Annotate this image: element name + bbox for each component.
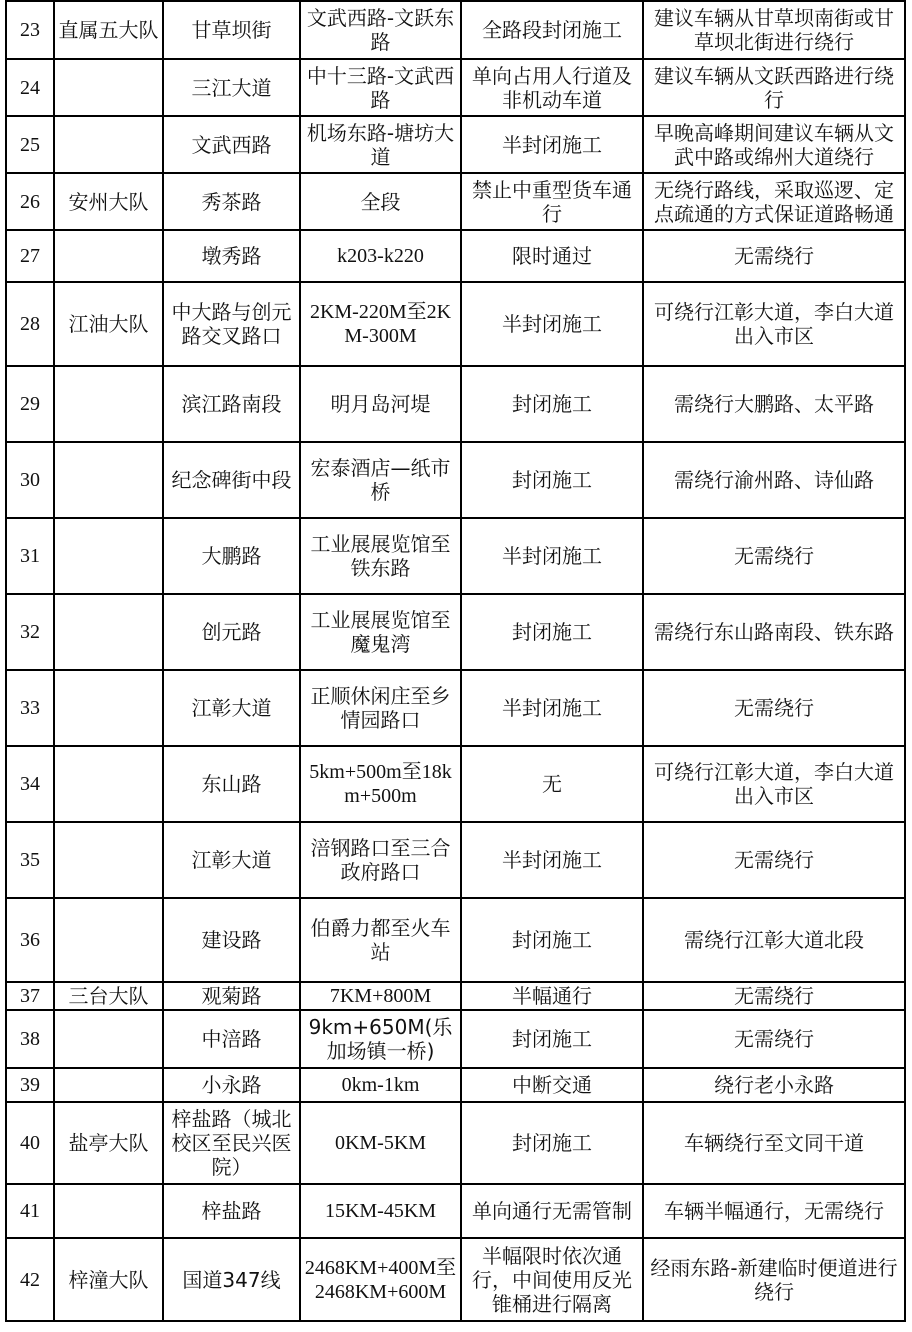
road-cell: 三江大道 bbox=[163, 59, 300, 116]
road-cell: 建设路 bbox=[163, 898, 300, 982]
table-row bbox=[6, 442, 905, 518]
unit-cell bbox=[54, 746, 163, 822]
table-row bbox=[6, 746, 905, 822]
detour-cell: 无需绕行 bbox=[643, 230, 905, 282]
row-number: 25 bbox=[6, 116, 54, 173]
row-number: 32 bbox=[6, 594, 54, 670]
detour-cell: 经雨东路-新建临时便道进行绕行 bbox=[643, 1238, 905, 1321]
control-cell: 半封闭施工 bbox=[461, 116, 643, 173]
road-cell: 大鹏路 bbox=[163, 518, 300, 594]
road-construction-table bbox=[5, 0, 906, 1322]
table-row bbox=[6, 898, 905, 982]
control-cell: 禁止中重型货车通行 bbox=[461, 173, 643, 230]
table-row bbox=[6, 230, 905, 282]
control-cell: 封闭施工 bbox=[461, 1102, 643, 1184]
unit-cell: 直属五大队 bbox=[54, 1, 163, 59]
unit-cell bbox=[54, 1184, 163, 1238]
table-row bbox=[6, 59, 905, 116]
detour-cell: 需绕行大鹏路、太平路 bbox=[643, 366, 905, 442]
unit-cell bbox=[54, 670, 163, 746]
table-row bbox=[6, 1184, 905, 1238]
row-number: 41 bbox=[6, 1184, 54, 1238]
section-cell: 0KM-5KM bbox=[300, 1102, 461, 1184]
table-row bbox=[6, 518, 905, 594]
detour-cell: 建议车辆从甘草坝南街或甘草坝北街进行绕行 bbox=[643, 1, 905, 59]
unit-cell: 盐亭大队 bbox=[54, 1102, 163, 1184]
unit-cell: 安州大队 bbox=[54, 173, 163, 230]
unit-cell: 三台大队 bbox=[54, 982, 163, 1010]
detour-cell: 无绕行路线，采取巡逻、定点疏通的方式保证道路畅通 bbox=[643, 173, 905, 230]
control-cell: 封闭施工 bbox=[461, 366, 643, 442]
control-cell: 封闭施工 bbox=[461, 594, 643, 670]
row-number: 30 bbox=[6, 442, 54, 518]
unit-cell bbox=[54, 822, 163, 898]
road-cell: 甘草坝街 bbox=[163, 1, 300, 59]
road-cell: 滨江路南段 bbox=[163, 366, 300, 442]
table-row bbox=[6, 173, 905, 230]
table-row bbox=[6, 1010, 905, 1068]
row-number: 34 bbox=[6, 746, 54, 822]
row-number: 37 bbox=[6, 982, 54, 1010]
section-cell: 正顺休闲庄至乡情园路口 bbox=[300, 670, 461, 746]
table-row bbox=[6, 982, 905, 1010]
row-number: 36 bbox=[6, 898, 54, 982]
row-number: 27 bbox=[6, 230, 54, 282]
row-number: 23 bbox=[6, 1, 54, 59]
section-cell: 文武西路-文跃东路 bbox=[300, 1, 461, 59]
section-cell: 伯爵力都至火车站 bbox=[300, 898, 461, 982]
control-cell: 半封闭施工 bbox=[461, 282, 643, 366]
section-cell: 7KM+800M bbox=[300, 982, 461, 1010]
unit-cell bbox=[54, 442, 163, 518]
section-cell: 2KM-220M至2KM-300M bbox=[300, 282, 461, 366]
control-cell: 中断交通 bbox=[461, 1068, 643, 1102]
detour-cell: 绕行老小永路 bbox=[643, 1068, 905, 1102]
section-cell: 0km-1km bbox=[300, 1068, 461, 1102]
control-cell: 半幅通行 bbox=[461, 982, 643, 1010]
road-cell: 中涪路 bbox=[163, 1010, 300, 1068]
detour-cell: 需绕行江彰大道北段 bbox=[643, 898, 905, 982]
unit-cell bbox=[54, 1068, 163, 1102]
row-number: 40 bbox=[6, 1102, 54, 1184]
unit-cell bbox=[54, 366, 163, 442]
unit-cell bbox=[54, 1010, 163, 1068]
section-cell: 宏泰酒店—纸市桥 bbox=[300, 442, 461, 518]
unit-cell: 梓潼大队 bbox=[54, 1238, 163, 1321]
detour-cell: 需绕行渝州路、诗仙路 bbox=[643, 442, 905, 518]
unit-cell bbox=[54, 518, 163, 594]
road-cell: 梓盐路（城北校区至民兴医院） bbox=[163, 1102, 300, 1184]
road-cell: 观菊路 bbox=[163, 982, 300, 1010]
unit-cell: 江油大队 bbox=[54, 282, 163, 366]
control-cell: 单向通行无需管制 bbox=[461, 1184, 643, 1238]
road-cell: 秀茶路 bbox=[163, 173, 300, 230]
unit-cell bbox=[54, 594, 163, 670]
road-cell: 江彰大道 bbox=[163, 670, 300, 746]
table-row bbox=[6, 822, 905, 898]
detour-cell: 可绕行江彰大道，李白大道出入市区 bbox=[643, 746, 905, 822]
section-cell: 2468KM+400M至2468KM+600M bbox=[300, 1238, 461, 1321]
control-cell: 封闭施工 bbox=[461, 898, 643, 982]
detour-cell: 车辆半幅通行，无需绕行 bbox=[643, 1184, 905, 1238]
control-cell: 封闭施工 bbox=[461, 1010, 643, 1068]
row-number: 24 bbox=[6, 59, 54, 116]
section-cell: 15KM-45KM bbox=[300, 1184, 461, 1238]
detour-cell: 无需绕行 bbox=[643, 822, 905, 898]
section-cell: 全段 bbox=[300, 173, 461, 230]
row-number: 39 bbox=[6, 1068, 54, 1102]
table-row bbox=[6, 366, 905, 442]
road-cell: 墩秀路 bbox=[163, 230, 300, 282]
detour-cell: 无需绕行 bbox=[643, 670, 905, 746]
control-cell: 封闭施工 bbox=[461, 442, 643, 518]
detour-cell: 无需绕行 bbox=[643, 982, 905, 1010]
section-cell: 9km+650M(乐加场镇一桥) bbox=[300, 1010, 461, 1068]
row-number: 31 bbox=[6, 518, 54, 594]
table-row bbox=[6, 594, 905, 670]
table-row bbox=[6, 1102, 905, 1184]
unit-cell bbox=[54, 116, 163, 173]
road-cell: 创元路 bbox=[163, 594, 300, 670]
road-cell: 国道347线 bbox=[163, 1238, 300, 1321]
section-cell: 涪钢路口至三合政府路口 bbox=[300, 822, 461, 898]
road-cell: 小永路 bbox=[163, 1068, 300, 1102]
detour-cell: 建议车辆从文跃西路进行绕行 bbox=[643, 59, 905, 116]
section-cell: 5km+500m至18km+500m bbox=[300, 746, 461, 822]
row-number: 33 bbox=[6, 670, 54, 746]
road-cell: 江彰大道 bbox=[163, 822, 300, 898]
section-cell: 工业展展览馆至魔鬼湾 bbox=[300, 594, 461, 670]
control-cell: 半封闭施工 bbox=[461, 518, 643, 594]
road-cell: 东山路 bbox=[163, 746, 300, 822]
control-cell: 限时通过 bbox=[461, 230, 643, 282]
control-cell: 半幅限时依次通行，中间使用反光锥桶进行隔离 bbox=[461, 1238, 643, 1321]
detour-cell: 需绕行东山路南段、铁东路 bbox=[643, 594, 905, 670]
detour-cell: 无需绕行 bbox=[643, 518, 905, 594]
detour-cell: 无需绕行 bbox=[643, 1010, 905, 1068]
row-number: 42 bbox=[6, 1238, 54, 1321]
table-row bbox=[6, 1068, 905, 1102]
control-cell: 半封闭施工 bbox=[461, 670, 643, 746]
table-row bbox=[6, 1238, 905, 1321]
road-cell: 梓盐路 bbox=[163, 1184, 300, 1238]
row-number: 35 bbox=[6, 822, 54, 898]
row-number: 38 bbox=[6, 1010, 54, 1068]
detour-cell: 车辆绕行至文同干道 bbox=[643, 1102, 905, 1184]
table-row bbox=[6, 282, 905, 366]
row-number: 28 bbox=[6, 282, 54, 366]
control-cell: 单向占用人行道及非机动车道 bbox=[461, 59, 643, 116]
road-cell: 中大路与创元路交叉路口 bbox=[163, 282, 300, 366]
table-row bbox=[6, 116, 905, 173]
section-cell: 工业展展览馆至铁东路 bbox=[300, 518, 461, 594]
detour-cell: 可绕行江彰大道，李白大道出入市区 bbox=[643, 282, 905, 366]
row-number: 29 bbox=[6, 366, 54, 442]
section-cell: k203-k220 bbox=[300, 230, 461, 282]
table-row bbox=[6, 1, 905, 59]
control-cell: 全路段封闭施工 bbox=[461, 1, 643, 59]
road-cell: 纪念碑街中段 bbox=[163, 442, 300, 518]
unit-cell bbox=[54, 898, 163, 982]
section-cell: 明月岛河堤 bbox=[300, 366, 461, 442]
table-row bbox=[6, 670, 905, 746]
section-cell: 机场东路-塘坊大道 bbox=[300, 116, 461, 173]
section-cell: 中十三路-文武西路 bbox=[300, 59, 461, 116]
control-cell: 无 bbox=[461, 746, 643, 822]
unit-cell bbox=[54, 230, 163, 282]
control-cell: 半封闭施工 bbox=[461, 822, 643, 898]
unit-cell bbox=[54, 59, 163, 116]
row-number: 26 bbox=[6, 173, 54, 230]
detour-cell: 早晚高峰期间建议车辆从文武中路或绵州大道绕行 bbox=[643, 116, 905, 173]
road-cell: 文武西路 bbox=[163, 116, 300, 173]
